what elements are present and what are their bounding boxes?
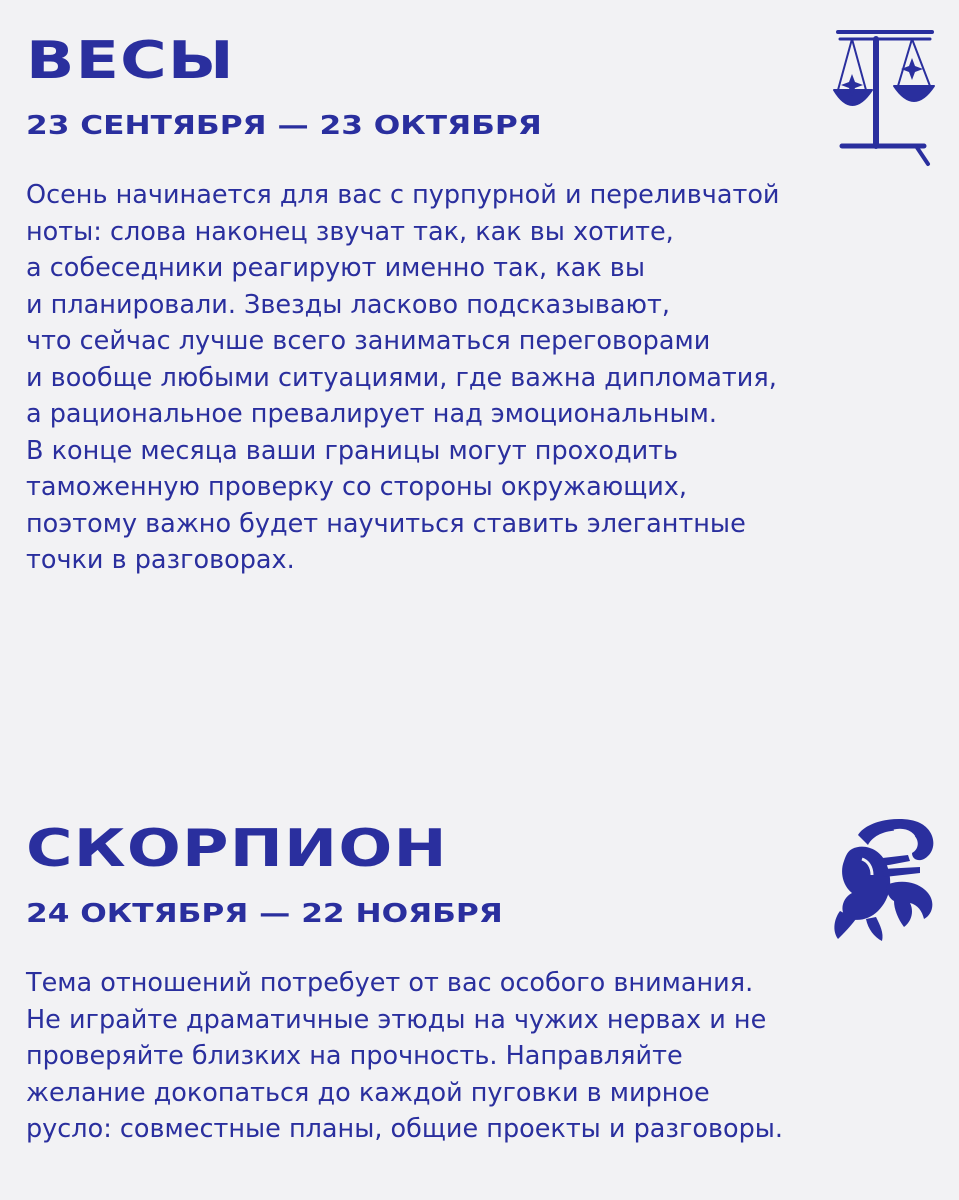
text-line: а рациональное превалирует над эмоциональным. — [26, 399, 717, 429]
text-line: что сейчас лучше всего заниматься переговорами — [26, 326, 711, 356]
scorpio-dates: 24 ОКТЯБРЯ — 22 НОЯБРЯ — [26, 899, 503, 929]
libra-title: ВЕСЫ — [26, 31, 235, 91]
scorpio-title: СКОРПИОН — [26, 819, 448, 879]
text-line: поэтому важно будет научиться ставить элегантные — [26, 508, 746, 539]
scorpio-description — [26, 965, 935, 1148]
text-line: а собеседники реагируют именно так, как вы — [26, 253, 645, 283]
libra-section — [26, 30, 935, 579]
text-line: ноты: слова наконец звучат так, как вы хотите, — [26, 216, 674, 247]
text-line: проверяйте близких на прочность. Направляйте — [26, 1041, 683, 1071]
text-line: Тема отношений потребует от вас особого внимания. — [26, 968, 754, 998]
text-line: и планировали. Звезды ласково подсказывают, — [26, 289, 670, 320]
text-line: Не играйте драматичные этюды на чужих нервах и не — [26, 1004, 767, 1035]
text-line: русло: совместные планы, общие проекты и разговоры. — [26, 1114, 784, 1144]
libra-description — [26, 177, 935, 579]
text-line: желание докопаться до каждой пуговки в мирное — [26, 1077, 710, 1108]
libra-dates: 23 СЕНТЯБРЯ — 23 ОКТЯБРЯ — [26, 111, 542, 141]
text-line: и вообще любыми ситуациями, где важна дипломатия, — [26, 362, 777, 393]
text-line: В конце месяца ваши границы могут проходить — [26, 435, 679, 466]
text-line: Осень начинается для вас с пурпурной и переливчатой — [26, 180, 780, 210]
scorpion-icon — [828, 815, 938, 943]
text-line: таможенную проверку со стороны окружающих, — [26, 472, 687, 502]
text-line: точки в разговорах. — [26, 545, 295, 575]
libra-scales-icon — [832, 28, 936, 168]
scorpio-section — [26, 818, 935, 1148]
